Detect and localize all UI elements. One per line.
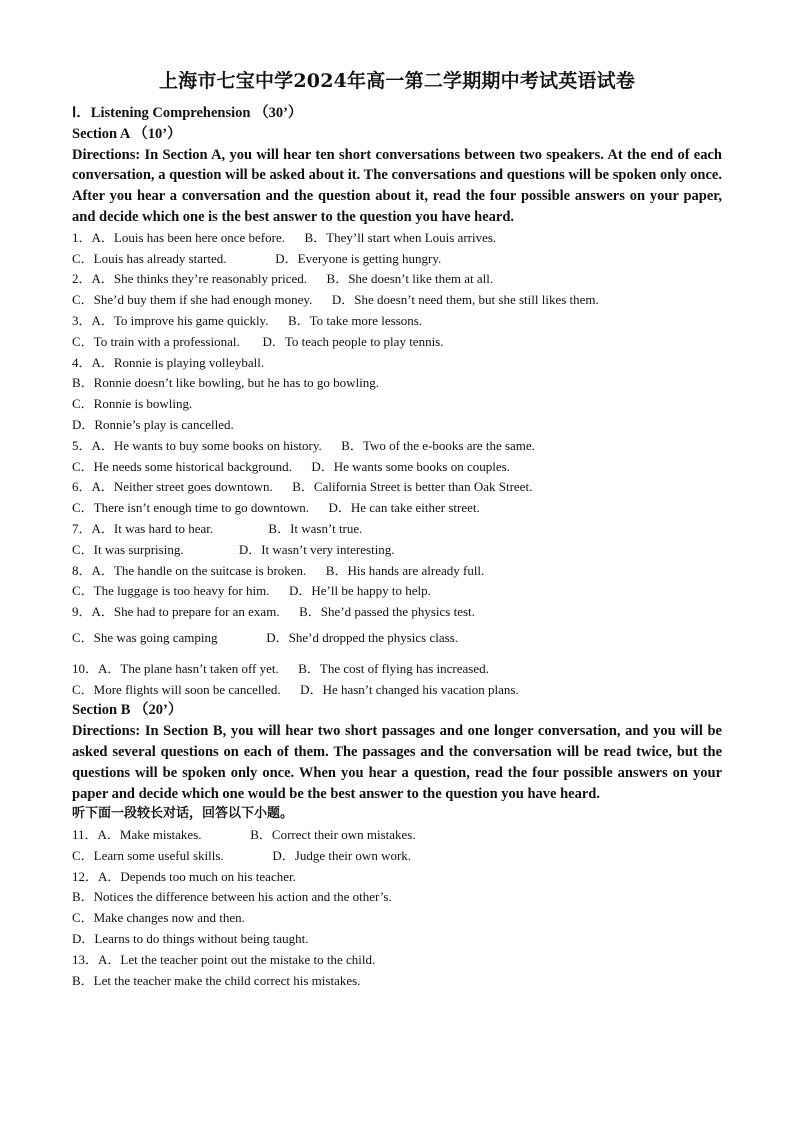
question-line: C．He needs some historical background. D．He wants some books on couples. [72, 458, 510, 474]
section-a-questions [72, 228, 722, 701]
question-line: 13．A．Let the teacher point out the mistake to the child. [72, 951, 376, 967]
question-line: C．She’d buy them if she had enough money. D．She doesn’t need them, but she still likes them. [72, 292, 599, 308]
question-line: C．Louis has already started. D．Everyone is getting hungry. [72, 250, 442, 266]
question-line: 12．A．Depends too much on his teacher. [72, 868, 296, 884]
question-line: 11．A．Make mistakes. B．Correct their own mistakes. [72, 827, 416, 843]
question-line: 3．A．To improve his game quickly. B．To take more lessons. [72, 312, 423, 328]
question-line: C．There isn’t enough time to go downtown. D．He can take either street. [72, 500, 480, 516]
question-line: 7．A．It was hard to hear. B．It wasn’t true. [72, 520, 363, 536]
question-line: 9．A．She had to prepare for an exam. B．She’d passed the physics test. [72, 604, 475, 620]
question-line: 5．A．He wants to buy some books on history. B．Two of the e-books are the same. [72, 437, 535, 453]
question-line: B．Let the teacher make the child correct his mistakes. [72, 972, 361, 988]
question-line: 4．A．Ronnie is playing volleyball. [72, 354, 265, 370]
question-line: C．Learn some useful skills. D．Judge their own work. [72, 847, 412, 863]
question-line: 8．A．The handle on the suitcase is broken. B．His hands are already full. [72, 562, 485, 578]
exam-title: 上海市七宝中学2024年高一第二学期期中考试英语试卷 [158, 70, 636, 92]
section-a-directions: Directions: In Section A, you will hear ten short conversations between two speakers. At the end of each conversation, a question will be asked about it. The conversations and questions will be spoken only once. After you hear a conversation and the question about it, read the four possible answers on your paper, and decide which one is the best answer to the question you have heard. [72, 146, 722, 225]
section-b-questions [72, 825, 722, 991]
section-b-heading: Section B （20’） [72, 702, 183, 719]
section-b-directions: Directions: In Section B, you will hear two short passages and one longer conversation, and you will be asked several questions on each of them. The passages and the conversation will be read twice, but the questions will be spoken only once. When you hear a question, read the four possible answers on your paper and decide which one would be the best answer to the question you have heard. [72, 723, 722, 802]
question-line: C．She was going camping D．She’d dropped the physics class. [72, 629, 458, 645]
question-line: 6．A．Neither street goes downtown. B．California Street is better than Oak Street. [72, 479, 533, 495]
question-line: 1．A．Louis has been here once before. B．They’ll start when Louis arrives. [72, 229, 497, 245]
question-line: C．To train with a professional. D．To teach people to play tennis. [72, 333, 444, 349]
section-b-instruction: 听下面一段较长对话，回答以下小题。 [72, 806, 294, 822]
question-line: C．More flights will soon be cancelled. D．He hasn’t changed his vacation plans. [72, 681, 519, 697]
question-line: C．Ronnie is bowling. [72, 396, 193, 412]
question-line: D．Learns to do things without being taught. [72, 931, 309, 947]
question-line: C．It was surprising. D．It wasn’t very interesting. [72, 541, 395, 557]
question-line: C．Make changes now and then. [72, 910, 245, 926]
part1-heading: Ⅰ．Listening Comprehension （30’） [72, 105, 303, 121]
question-line: D．Ronnie’s play is cancelled. [72, 416, 234, 432]
question-line: C．The luggage is too heavy for him. D．He’ll be happy to help. [72, 583, 431, 599]
question-line: 10．A．The plane hasn’t taken off yet. B．The cost of flying has increased. [72, 660, 489, 676]
exam-page [72, 66, 722, 991]
question-line: B．Notices the difference between his action and the other’s. [72, 889, 392, 905]
question-line: B．Ronnie doesn’t like bowling, but he has to go bowling. [72, 375, 380, 391]
section-a-heading: Section A （10’） [72, 125, 182, 142]
question-line: 2．A．She thinks they’re reasonably priced. B．She doesn’t like them at all. [72, 271, 494, 287]
